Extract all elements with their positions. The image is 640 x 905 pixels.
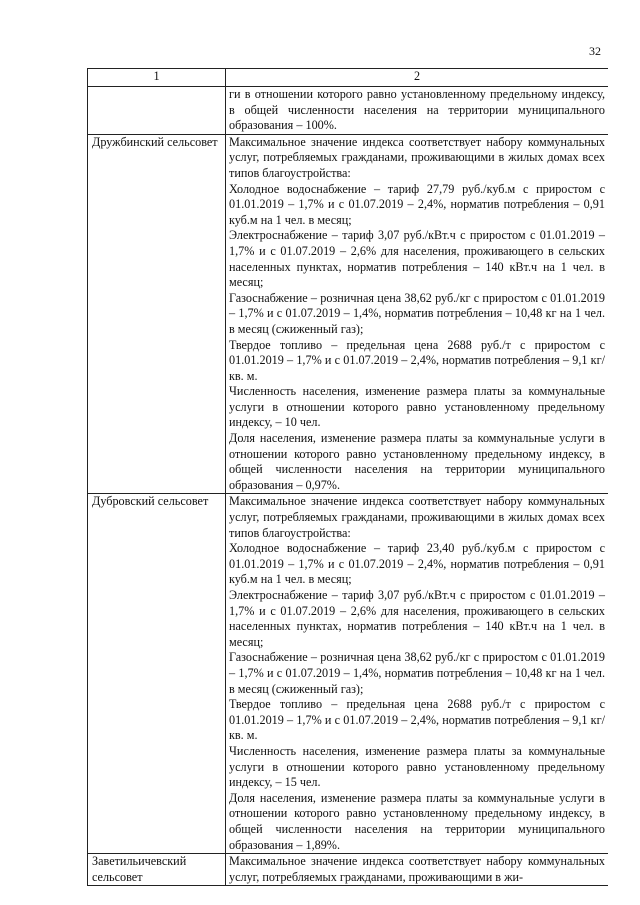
- column-header-1: 1: [88, 69, 226, 87]
- table-row: [88, 134, 609, 494]
- description-paragraph: Электроснабжение – тариф 3,07 руб./кВт.ч с приростом с 01.01.2019 – 1,7% и с 01.07.2019 – 2,6% для населения, проживающего в сельских населенных пунктах, норматив потребления – 140 кВт.ч на 1 чел. в месяц;: [229, 228, 605, 290]
- description-paragraph: Газоснабжение – розничная цена 38,62 руб./кг с приростом с 01.01.2019 – 1,7% и с 01.07.2019 – 1,4%, норматив потребления – 10,48 кг на 1 чел. в месяц (сжиженный газ);: [229, 290, 605, 336]
- table-row: [88, 494, 609, 854]
- continuation-empty-cell: [88, 87, 226, 135]
- description-paragraph: Численность населения, изменение размера платы за коммунальные услуги в отношении которого равно установленному предельному индексу, – 15 чел.: [229, 743, 605, 790]
- description-paragraph: Электроснабжение – тариф 3,07 руб./кВт.ч с приростом с 01.01.2019 – 1,7% и с 01.07.2019 – 2,6% для населения, проживающего в сельских населенных пунктах, норматив потребления – 140 кВт.ч на 1 чел. в месяц;: [229, 588, 605, 649]
- description-paragraph: Максимальное значение индекса соответствует набору коммунальных услуг, потребляемых гражданами, проживающими в жилых домах всех типов благоустройства:: [229, 134, 605, 180]
- document-table-container: [87, 68, 608, 905]
- description-paragraph: Доля населения, изменение размера платы за коммунальные услуги в отношении которого равно установленному предельному индексу, в общей численности населения на территории муниципального образования – 1,89%.: [229, 790, 605, 852]
- settlement-description: [226, 494, 609, 854]
- description-paragraph: Твердое топливо – предельная цена 2688 руб./т с приростом с 01.01.2019 – 1,7% и с 01.07.2019 – 2,4%, норматив потребления – 9,1 кг/кв. м.: [229, 697, 605, 743]
- description-paragraph: Доля населения, изменение размера платы за коммунальные услуги в отношении которого равно установленному предельному индексу, в общей численности населения на территории муниципального образования – 0,97%.: [229, 431, 605, 492]
- description-paragraph: Твердое топливо – предельная цена 2688 руб./т с приростом с 01.01.2019 – 1,7% и с 01.07.2019 – 2,4%, норматив потребления – 9,1 кг/кв. м.: [229, 337, 605, 383]
- continuation-row: [88, 87, 609, 135]
- description-paragraph: Максимальное значение индекса соответствует набору коммунальных услуг, потребляемых гражданами, проживающими в жилых домах всех типов благоустройства:: [229, 494, 605, 540]
- continuation-text: ги в отношении которого равно установленному предельному индексу, в общей численности населения на территории муниципального образования – 100%.: [226, 87, 609, 135]
- settlement-name: Дружбинский сельсовет: [88, 134, 226, 494]
- description-paragraph: Максимальное значение индекса соответствует набору коммунальных услуг, потребляемых гражданами, проживающими в жи-: [229, 854, 605, 884]
- description-paragraph: Холодное водоснабжение – тариф 27,79 руб./куб.м с приростом с 01.01.2019 – 1,7% и с 01.07.2019 – 2,4%, норматив потребления – 0,91 куб.м на 1 чел. в месяц;: [229, 181, 605, 227]
- page-number: 32: [589, 44, 601, 58]
- utility-index-table: [87, 68, 608, 886]
- settlement-description: [226, 854, 609, 886]
- settlement-description: [226, 134, 609, 494]
- settlement-name: Заветильичевский сельсовет: [88, 854, 226, 886]
- description-paragraph: Холодное водоснабжение – тариф 23,40 руб./куб.м с приростом с 01.01.2019 – 1,7% и с 01.07.2019 – 2,4%, норматив потребления – 0,91 куб.м на 1 чел. в месяц;: [229, 541, 605, 587]
- column-header-2: 2: [226, 69, 609, 87]
- table-header-row: [88, 69, 609, 87]
- settlement-name: Дубровский сельсовет: [88, 494, 226, 854]
- table-row: [88, 854, 609, 886]
- description-paragraph: Численность населения, изменение размера платы за коммунальные услуги в отношении которого равно установленному предельному индексу, – 10 чел.: [229, 384, 605, 430]
- description-paragraph: Газоснабжение – розничная цена 38,62 руб./кг с приростом с 01.01.2019 – 1,7% и с 01.07.2019 – 1,4%, норматив потребления – 10,48 кг на 1 чел. в месяц (сжиженный газ);: [229, 650, 605, 696]
